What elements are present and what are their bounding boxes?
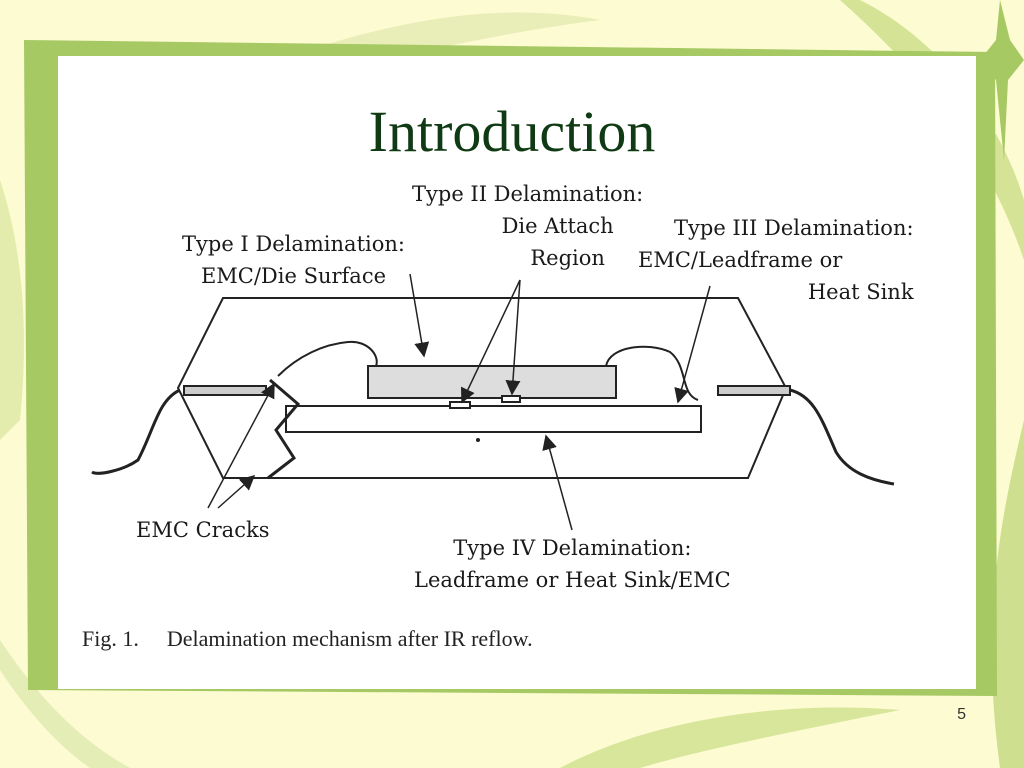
delamination-right bbox=[606, 347, 698, 400]
right-lead bbox=[790, 390, 894, 484]
void-dot bbox=[476, 438, 480, 442]
delamination-left bbox=[278, 342, 377, 376]
label-type-ii-line2: Die Attach bbox=[501, 214, 614, 238]
label-type-iii-line1: Type III Delamination: bbox=[674, 216, 914, 240]
arrow-type-i bbox=[410, 274, 424, 356]
figure-caption bbox=[82, 626, 533, 652]
label-type-ii-line1: Type II Delamination: bbox=[412, 182, 644, 206]
decorative-swoosh bbox=[0, 180, 24, 440]
left-lead-stub bbox=[184, 386, 266, 395]
left-lead bbox=[92, 390, 180, 473]
die-attach-bump bbox=[450, 402, 470, 408]
die bbox=[368, 366, 616, 398]
figure-caption-text: Delamination mechanism after IR reflow. bbox=[166, 626, 533, 651]
label-type-ii-line3: Region bbox=[530, 246, 605, 270]
die-pad bbox=[286, 406, 701, 432]
label-type-iv-line2: Leadframe or Heat Sink/EMC bbox=[414, 568, 731, 592]
label-type-i-line1: Type I Delamination: bbox=[182, 232, 405, 256]
label-type-iv bbox=[414, 532, 731, 596]
label-type-iii-line2: EMC/Leadframe or bbox=[638, 248, 843, 272]
label-type-iii-line3: Heat Sink bbox=[807, 280, 914, 304]
arrow-type-iv bbox=[546, 436, 572, 530]
page-number: 5 bbox=[957, 706, 966, 723]
die-attach-bump bbox=[502, 396, 520, 402]
arrow-emc-cracks-b bbox=[218, 476, 254, 508]
label-type-ii bbox=[412, 178, 643, 274]
slide-title: Introduction bbox=[368, 99, 656, 164]
label-type-iii bbox=[638, 212, 914, 308]
arrow-emc-cracks-a bbox=[208, 384, 274, 508]
label-emc-cracks: EMC Cracks bbox=[136, 518, 270, 542]
label-type-i bbox=[182, 228, 405, 292]
label-type-i-line2: EMC/Die Surface bbox=[200, 264, 387, 288]
label-type-iv-line1: Type IV Delamination: bbox=[453, 536, 692, 560]
decorative-swoosh bbox=[560, 707, 900, 768]
figure-number: Fig. 1. bbox=[82, 626, 139, 651]
right-lead-stub bbox=[718, 386, 790, 395]
